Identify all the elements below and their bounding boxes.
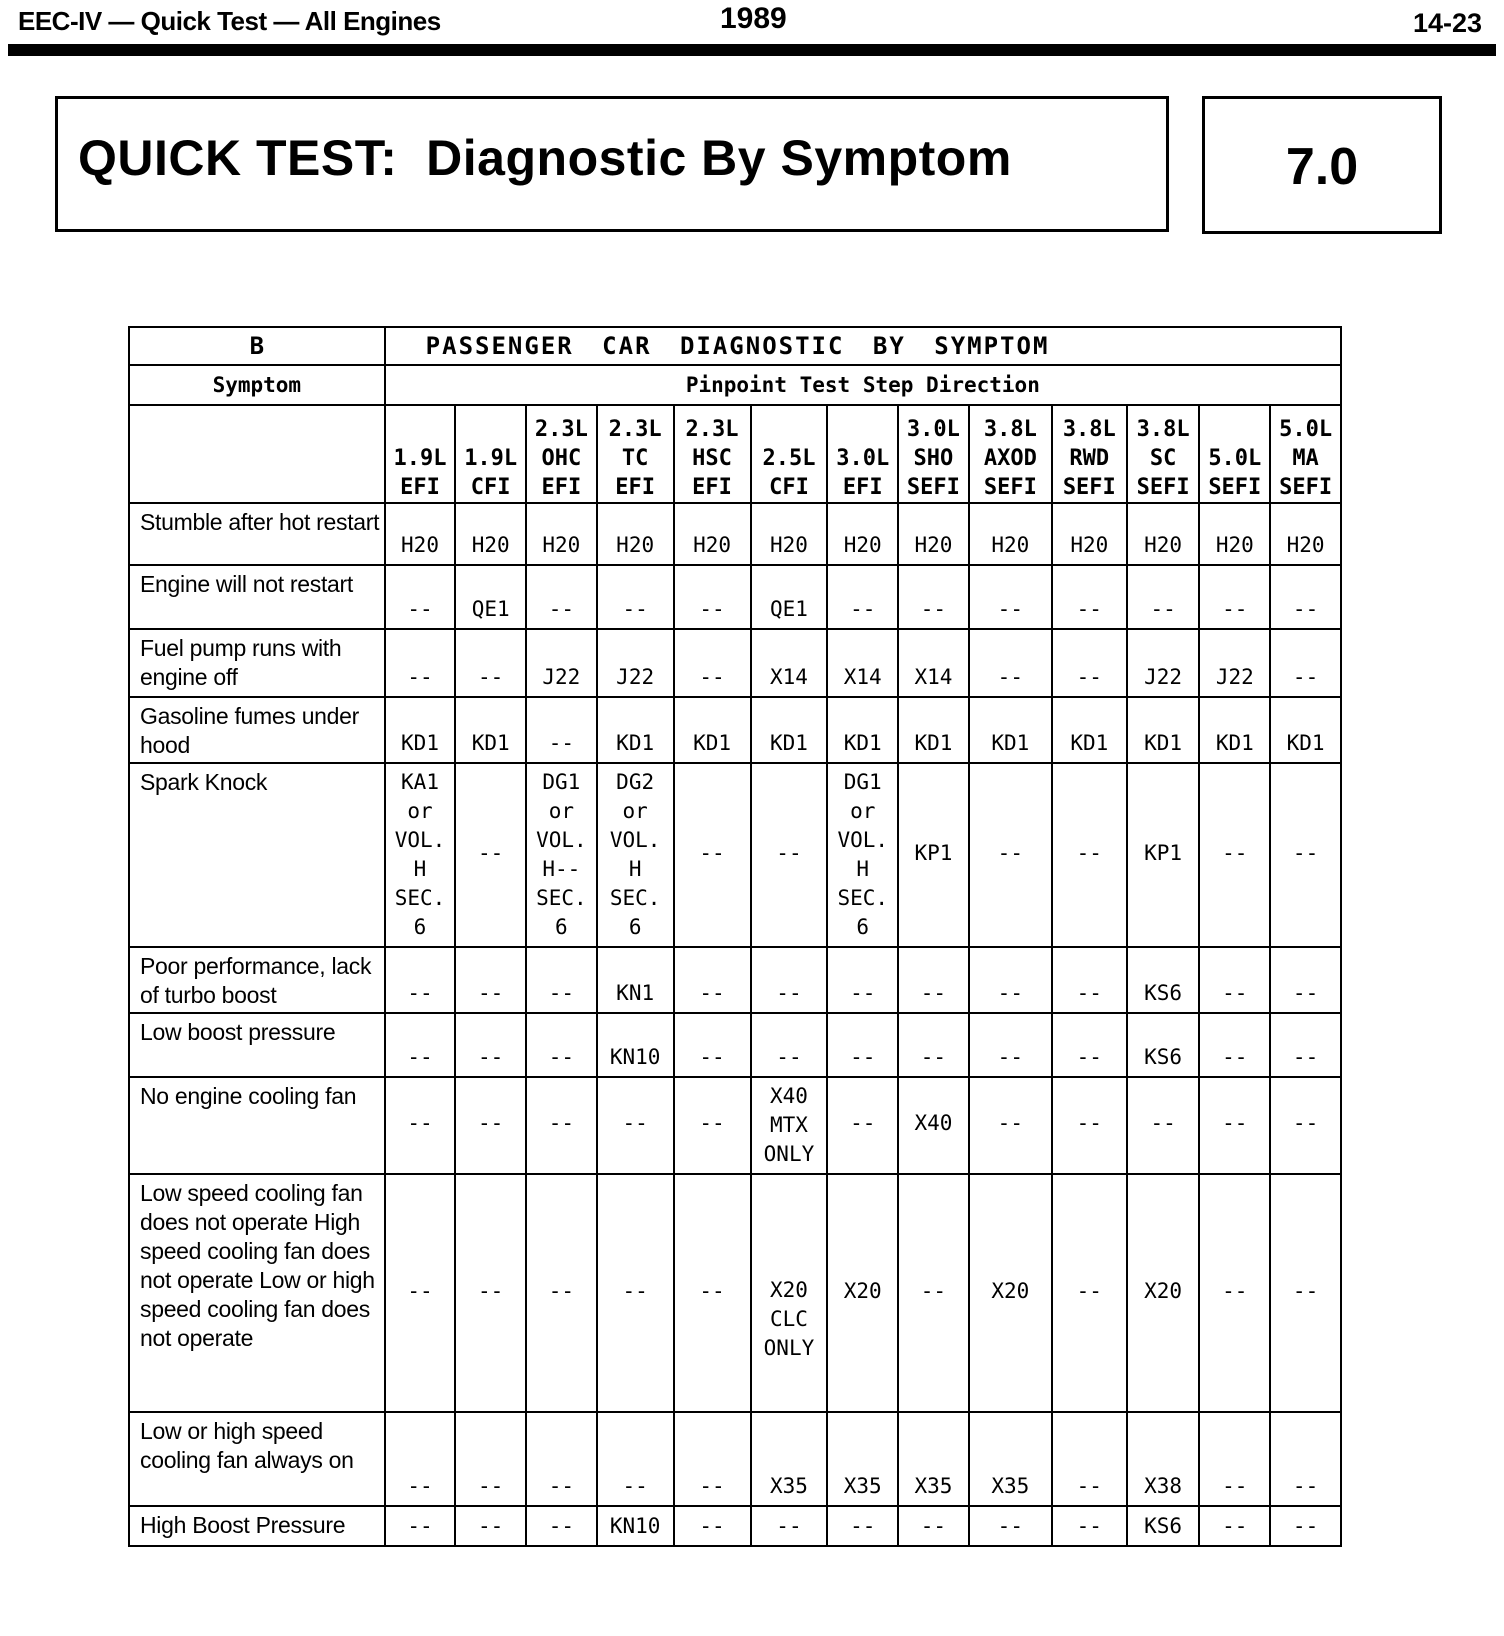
test-step-cell: KS6	[1127, 947, 1200, 1013]
test-step-cell: --	[455, 1077, 526, 1174]
test-step-cell: --	[1199, 1506, 1270, 1546]
test-step-cell: --	[1270, 947, 1341, 1013]
test-step-cell: --	[1199, 1412, 1270, 1506]
test-step-cell: --	[969, 1077, 1052, 1174]
test-step-cell: H20	[1052, 503, 1127, 565]
test-step-cell: QE1	[751, 565, 828, 629]
test-step-cell: --	[1052, 1174, 1127, 1412]
test-step-cell: --	[526, 1077, 597, 1174]
table-title: PASSENGER CAR DIAGNOSTIC BY SYMPTOM	[385, 327, 1341, 365]
table-section-letter: B	[129, 327, 385, 365]
test-step-cell: --	[385, 947, 456, 1013]
test-step-cell: --	[751, 763, 828, 947]
test-step-cell: KD1	[1052, 697, 1127, 763]
test-step-cell: H20	[385, 503, 456, 565]
test-step-cell: --	[1199, 763, 1270, 947]
symptom-header: Symptom	[129, 365, 385, 405]
table-row	[129, 565, 1341, 629]
engine-column-header: 3.8L SC SEFI	[1127, 405, 1200, 503]
test-step-cell: H20	[526, 503, 597, 565]
test-step-cell: --	[674, 763, 751, 947]
test-step-cell: H20	[898, 503, 969, 565]
test-step-cell: KD1	[597, 697, 674, 763]
test-step-cell: --	[1052, 1077, 1127, 1174]
test-step-cell: --	[1052, 629, 1127, 697]
test-step-cell: --	[1270, 629, 1341, 697]
test-step-cell: --	[674, 1506, 751, 1546]
test-step-cell: H20	[827, 503, 898, 565]
test-step-cell: --	[1127, 1077, 1200, 1174]
symptom-cell: Engine will not restart	[129, 565, 385, 629]
test-step-cell: H20	[597, 503, 674, 565]
test-step-cell: --	[969, 629, 1052, 697]
table-row	[129, 1013, 1341, 1077]
test-step-cell: H20	[674, 503, 751, 565]
test-step-cell: --	[597, 1077, 674, 1174]
test-step-cell: KD1	[455, 697, 526, 763]
engine-column-header: 5.0L MA SEFI	[1270, 405, 1341, 503]
test-step-cell: KD1	[827, 697, 898, 763]
test-step-cell: DG1 or VOL. H-- SEC. 6	[526, 763, 597, 947]
test-step-cell: H20	[1270, 503, 1341, 565]
test-step-cell: --	[674, 947, 751, 1013]
test-step-cell: --	[455, 1506, 526, 1546]
engine-column-header: 3.0L SHO SEFI	[898, 405, 969, 503]
test-step-cell: X40	[898, 1077, 969, 1174]
test-step-cell: DG2 or VOL. H SEC. 6	[597, 763, 674, 947]
engine-columns-row	[129, 405, 1341, 503]
test-step-cell: J22	[526, 629, 597, 697]
test-step-cell: X14	[751, 629, 828, 697]
test-step-cell: --	[526, 1506, 597, 1546]
test-step-cell: --	[751, 1506, 828, 1546]
test-step-cell: --	[1199, 1077, 1270, 1174]
test-step-cell: --	[751, 1013, 828, 1077]
header-year: 1989	[720, 2, 787, 35]
table-row	[129, 1412, 1341, 1506]
test-step-cell: --	[1199, 1013, 1270, 1077]
test-step-cell: --	[898, 1013, 969, 1077]
test-step-cell: --	[969, 763, 1052, 947]
test-step-cell: --	[827, 947, 898, 1013]
test-step-cell: --	[455, 1174, 526, 1412]
table-subheader-row	[129, 365, 1341, 405]
header-rule	[8, 44, 1496, 56]
test-step-cell: --	[827, 1077, 898, 1174]
test-step-cell: --	[1052, 565, 1127, 629]
test-step-cell: KS6	[1127, 1013, 1200, 1077]
table-row	[129, 629, 1341, 697]
test-step-cell: DG1 or VOL. H SEC. 6	[827, 763, 898, 947]
test-step-cell: --	[674, 1412, 751, 1506]
test-step-cell: J22	[1127, 629, 1200, 697]
test-step-cell: X40 MTX ONLY	[751, 1077, 828, 1174]
test-step-cell: H20	[1199, 503, 1270, 565]
test-step-cell: --	[674, 1013, 751, 1077]
test-step-cell: --	[1052, 947, 1127, 1013]
test-step-cell: --	[898, 565, 969, 629]
table-row	[129, 1506, 1341, 1546]
test-step-cell: --	[526, 1013, 597, 1077]
engine-column-header: 5.0L SEFI	[1199, 405, 1270, 503]
test-step-cell: --	[385, 565, 456, 629]
test-step-cell: --	[969, 1013, 1052, 1077]
engine-column-header: 3.0L EFI	[827, 405, 898, 503]
test-step-cell: --	[1052, 1412, 1127, 1506]
test-step-cell: H20	[1127, 503, 1200, 565]
symptom-cell: High Boost Pressure	[129, 1506, 385, 1546]
test-step-cell: X35	[969, 1412, 1052, 1506]
table-row	[129, 947, 1341, 1013]
test-step-cell: KN10	[597, 1506, 674, 1546]
test-step-cell: J22	[1199, 629, 1270, 697]
test-step-cell: --	[1270, 1412, 1341, 1506]
test-step-cell: --	[385, 1506, 456, 1546]
symptom-cell: Gasoline fumes under hood	[129, 697, 385, 763]
test-step-cell: --	[597, 565, 674, 629]
test-step-cell: --	[1270, 1077, 1341, 1174]
symptom-cell: Stumble after hot restart	[129, 503, 385, 565]
test-step-cell: X38	[1127, 1412, 1200, 1506]
test-step-cell: KD1	[674, 697, 751, 763]
test-step-cell: --	[1127, 565, 1200, 629]
table-title-row	[129, 327, 1341, 365]
section-number-box	[1202, 96, 1442, 234]
test-step-cell: X20	[827, 1174, 898, 1412]
test-step-cell: --	[455, 763, 526, 947]
test-step-cell: J22	[597, 629, 674, 697]
test-step-cell: KP1	[898, 763, 969, 947]
test-step-cell: --	[455, 947, 526, 1013]
test-step-cell: KD1	[969, 697, 1052, 763]
test-step-cell: --	[1270, 1174, 1341, 1412]
test-step-cell: H20	[751, 503, 828, 565]
test-step-cell: --	[674, 565, 751, 629]
test-step-cell: X14	[898, 629, 969, 697]
test-step-cell: --	[1199, 1174, 1270, 1412]
engine-column-header: 2.3L OHC EFI	[526, 405, 597, 503]
test-step-cell: KD1	[1199, 697, 1270, 763]
symptom-cell: Spark Knock	[129, 763, 385, 947]
test-step-cell: --	[455, 1412, 526, 1506]
test-step-cell: --	[385, 1077, 456, 1174]
test-step-cell: KA1 or VOL. H SEC. 6	[385, 763, 456, 947]
test-step-cell: --	[455, 629, 526, 697]
test-step-cell: --	[526, 947, 597, 1013]
test-step-cell: X20 CLC ONLY	[751, 1174, 828, 1412]
test-step-cell: --	[385, 1174, 456, 1412]
table-row	[129, 1077, 1341, 1174]
table-body	[129, 503, 1341, 1546]
test-step-cell: --	[1270, 763, 1341, 947]
test-step-cell: --	[969, 1506, 1052, 1546]
test-step-cell: --	[969, 947, 1052, 1013]
table-row	[129, 503, 1341, 565]
test-step-cell: --	[898, 1506, 969, 1546]
test-step-cell: --	[526, 697, 597, 763]
test-step-cell: --	[385, 1013, 456, 1077]
header-manual-title: EEC-IV — Quick Test — All Engines	[18, 6, 441, 36]
test-step-cell: X20	[969, 1174, 1052, 1412]
test-step-cell: --	[751, 947, 828, 1013]
engine-column-header: 1.9L CFI	[455, 405, 526, 503]
test-step-cell: --	[526, 565, 597, 629]
symptom-cell: Low speed cooling fan does not operate High speed cooling fan does not operate Low or high speed cooling fan does not operate	[129, 1174, 385, 1412]
test-step-cell: --	[969, 565, 1052, 629]
test-step-cell: --	[827, 565, 898, 629]
test-step-cell: --	[597, 1412, 674, 1506]
header-page-number: 14-23	[1412, 8, 1482, 38]
title-box	[55, 96, 1169, 232]
test-step-cell: KN10	[597, 1013, 674, 1077]
test-step-cell: --	[455, 1013, 526, 1077]
symptom-cell: No engine cooling fan	[129, 1077, 385, 1174]
test-step-cell: --	[898, 1174, 969, 1412]
test-step-cell: KD1	[1270, 697, 1341, 763]
test-step-cell: --	[1270, 1013, 1341, 1077]
test-step-cell: --	[1270, 565, 1341, 629]
test-step-cell: X14	[827, 629, 898, 697]
engine-column-header: 3.8L RWD SEFI	[1052, 405, 1127, 503]
test-step-cell: --	[1052, 763, 1127, 947]
test-step-cell: --	[827, 1506, 898, 1546]
test-step-cell: --	[1270, 1506, 1341, 1546]
diagnostic-table	[128, 326, 1342, 1547]
table-row	[129, 697, 1341, 763]
engine-column-header: 2.3L TC EFI	[597, 405, 674, 503]
test-step-cell: --	[597, 1174, 674, 1412]
test-step-cell: KN1	[597, 947, 674, 1013]
test-step-cell: --	[526, 1412, 597, 1506]
test-step-cell: KD1	[751, 697, 828, 763]
test-step-cell: --	[898, 947, 969, 1013]
test-step-cell: X35	[827, 1412, 898, 1506]
section-number: 7.0	[1285, 138, 1359, 196]
test-step-cell: X35	[898, 1412, 969, 1506]
engine-column-header: 3.8L AXOD SEFI	[969, 405, 1052, 503]
test-step-cell: --	[385, 1412, 456, 1506]
test-step-cell: --	[1052, 1013, 1127, 1077]
test-step-cell: KP1	[1127, 763, 1200, 947]
test-step-cell: H20	[969, 503, 1052, 565]
symptom-cell: Poor performance, lack of turbo boost	[129, 947, 385, 1013]
test-step-cell: KD1	[898, 697, 969, 763]
test-step-cell: --	[674, 629, 751, 697]
page-title: QUICK TEST: Diagnostic By Symptom	[78, 130, 1012, 186]
test-step-cell: X20	[1127, 1174, 1200, 1412]
engine-column-blank	[129, 405, 385, 503]
table-row	[129, 763, 1341, 947]
test-step-cell: H20	[455, 503, 526, 565]
engine-column-header: 1.9L EFI	[385, 405, 456, 503]
test-step-cell: QE1	[455, 565, 526, 629]
test-step-cell: KD1	[1127, 697, 1200, 763]
symptom-cell: Low boost pressure	[129, 1013, 385, 1077]
engine-column-header: 2.3L HSC EFI	[674, 405, 751, 503]
page-header	[8, 0, 1496, 46]
test-step-cell: --	[674, 1077, 751, 1174]
symptom-cell: Low or high speed cooling fan always on	[129, 1412, 385, 1506]
test-step-cell: KD1	[385, 697, 456, 763]
direction-header: Pinpoint Test Step Direction	[385, 365, 1341, 405]
test-step-cell: KS6	[1127, 1506, 1200, 1546]
engine-column-header: 2.5L CFI	[751, 405, 828, 503]
table-row	[129, 1174, 1341, 1412]
test-step-cell: --	[1199, 947, 1270, 1013]
test-step-cell: --	[526, 1174, 597, 1412]
test-step-cell: --	[1052, 1506, 1127, 1546]
symptom-cell: Fuel pump runs with engine off	[129, 629, 385, 697]
test-step-cell: --	[1199, 565, 1270, 629]
test-step-cell: --	[827, 1013, 898, 1077]
test-step-cell: --	[674, 1174, 751, 1412]
test-step-cell: --	[385, 629, 456, 697]
test-step-cell: X35	[751, 1412, 828, 1506]
